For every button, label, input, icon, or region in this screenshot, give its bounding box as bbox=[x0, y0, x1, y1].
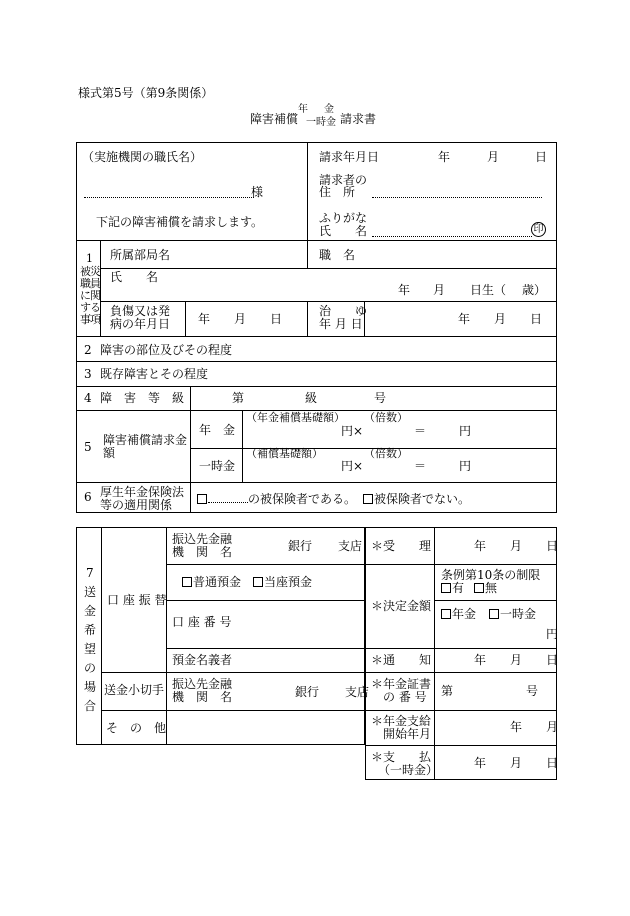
restriction-label: 条例第10条の制限 bbox=[441, 568, 541, 582]
dept-label: 所属部局名 bbox=[110, 248, 171, 262]
pension-cert-label: ＊年金証書 bbox=[371, 677, 432, 691]
payment-label: ＊支 払 bbox=[371, 750, 432, 764]
restriction-no[interactable]: 無 bbox=[474, 582, 497, 594]
insured-checkbox[interactable] bbox=[197, 494, 207, 504]
decision-amount-label: ＊決定金額 bbox=[371, 599, 432, 613]
section4-label: 障 害 等 級 bbox=[100, 391, 185, 405]
post-label: 職 名 bbox=[319, 248, 356, 262]
claimant-name-field[interactable] bbox=[372, 236, 532, 237]
agency-label: （実施機関の職氏名） bbox=[82, 150, 203, 164]
sama-label: 様 bbox=[251, 185, 264, 199]
account-transfer-label: 口 座 振 替 bbox=[107, 593, 167, 607]
bank2-name-label: 振込先金融 bbox=[172, 677, 233, 691]
address-field[interactable] bbox=[372, 197, 542, 198]
cure-date-label: 治 ゆ bbox=[319, 304, 368, 318]
not-insured-option[interactable]: 被保険者でない。 bbox=[363, 493, 470, 505]
bank-name-label: 振込先金融 bbox=[172, 532, 233, 546]
section2-label: 障害の部位及びその程度 bbox=[100, 343, 233, 357]
section6-label: 厚生年金保険法 bbox=[100, 485, 185, 499]
form-number: 様式第5号（第9条関係） bbox=[78, 86, 214, 100]
other-label: そ の 他 bbox=[106, 721, 167, 735]
claimant-label: 請求者の bbox=[319, 173, 368, 187]
account-number-label: 口 座 番 号 bbox=[172, 615, 232, 629]
current-deposit-checkbox[interactable] bbox=[253, 577, 263, 587]
section3-label: 既存障害とその程度 bbox=[100, 367, 209, 381]
seal-mark: 印 bbox=[531, 222, 546, 237]
ordinary-deposit-checkbox[interactable] bbox=[182, 577, 192, 587]
section5-label: 障害補償請求金 bbox=[103, 433, 188, 447]
not-insured-checkbox[interactable] bbox=[363, 494, 373, 504]
pension-start-label: ＊年金支給 bbox=[371, 714, 432, 728]
insured-option[interactable]: の被保険者である。 bbox=[197, 493, 356, 505]
restriction-yes[interactable]: 有 bbox=[441, 582, 464, 594]
notice-label: ＊通 知 bbox=[371, 653, 432, 667]
victim-name-label: 氏 名 bbox=[110, 270, 159, 284]
receipt-label: ＊受 理 bbox=[371, 539, 432, 553]
current-deposit-option[interactable]: 当座預金 bbox=[253, 576, 312, 588]
request-text: 下記の障害補償を請求します。 bbox=[96, 215, 264, 229]
address-label: 住 所 bbox=[319, 185, 356, 199]
decision-lump[interactable]: 一時金 bbox=[489, 608, 536, 620]
remittance-table bbox=[76, 527, 365, 745]
ordinary-deposit-option[interactable]: 普通預金 bbox=[182, 576, 241, 588]
decision-annuity[interactable]: 年金 bbox=[441, 608, 476, 620]
account-holder-label: 預金名義者 bbox=[172, 653, 233, 667]
check-label: 送金小切手 bbox=[104, 683, 165, 697]
claimant-name-label: 氏 名 bbox=[319, 224, 368, 238]
injury-date-label: 負傷又は発 bbox=[110, 304, 171, 318]
furigana-label: ふりがな bbox=[319, 211, 368, 225]
agency-name-line[interactable] bbox=[84, 197, 254, 198]
request-date-label: 請求年月日 bbox=[319, 150, 380, 164]
lump-row-label: 一時金 bbox=[199, 459, 236, 473]
annuity-row-label: 年 金 bbox=[199, 423, 236, 437]
